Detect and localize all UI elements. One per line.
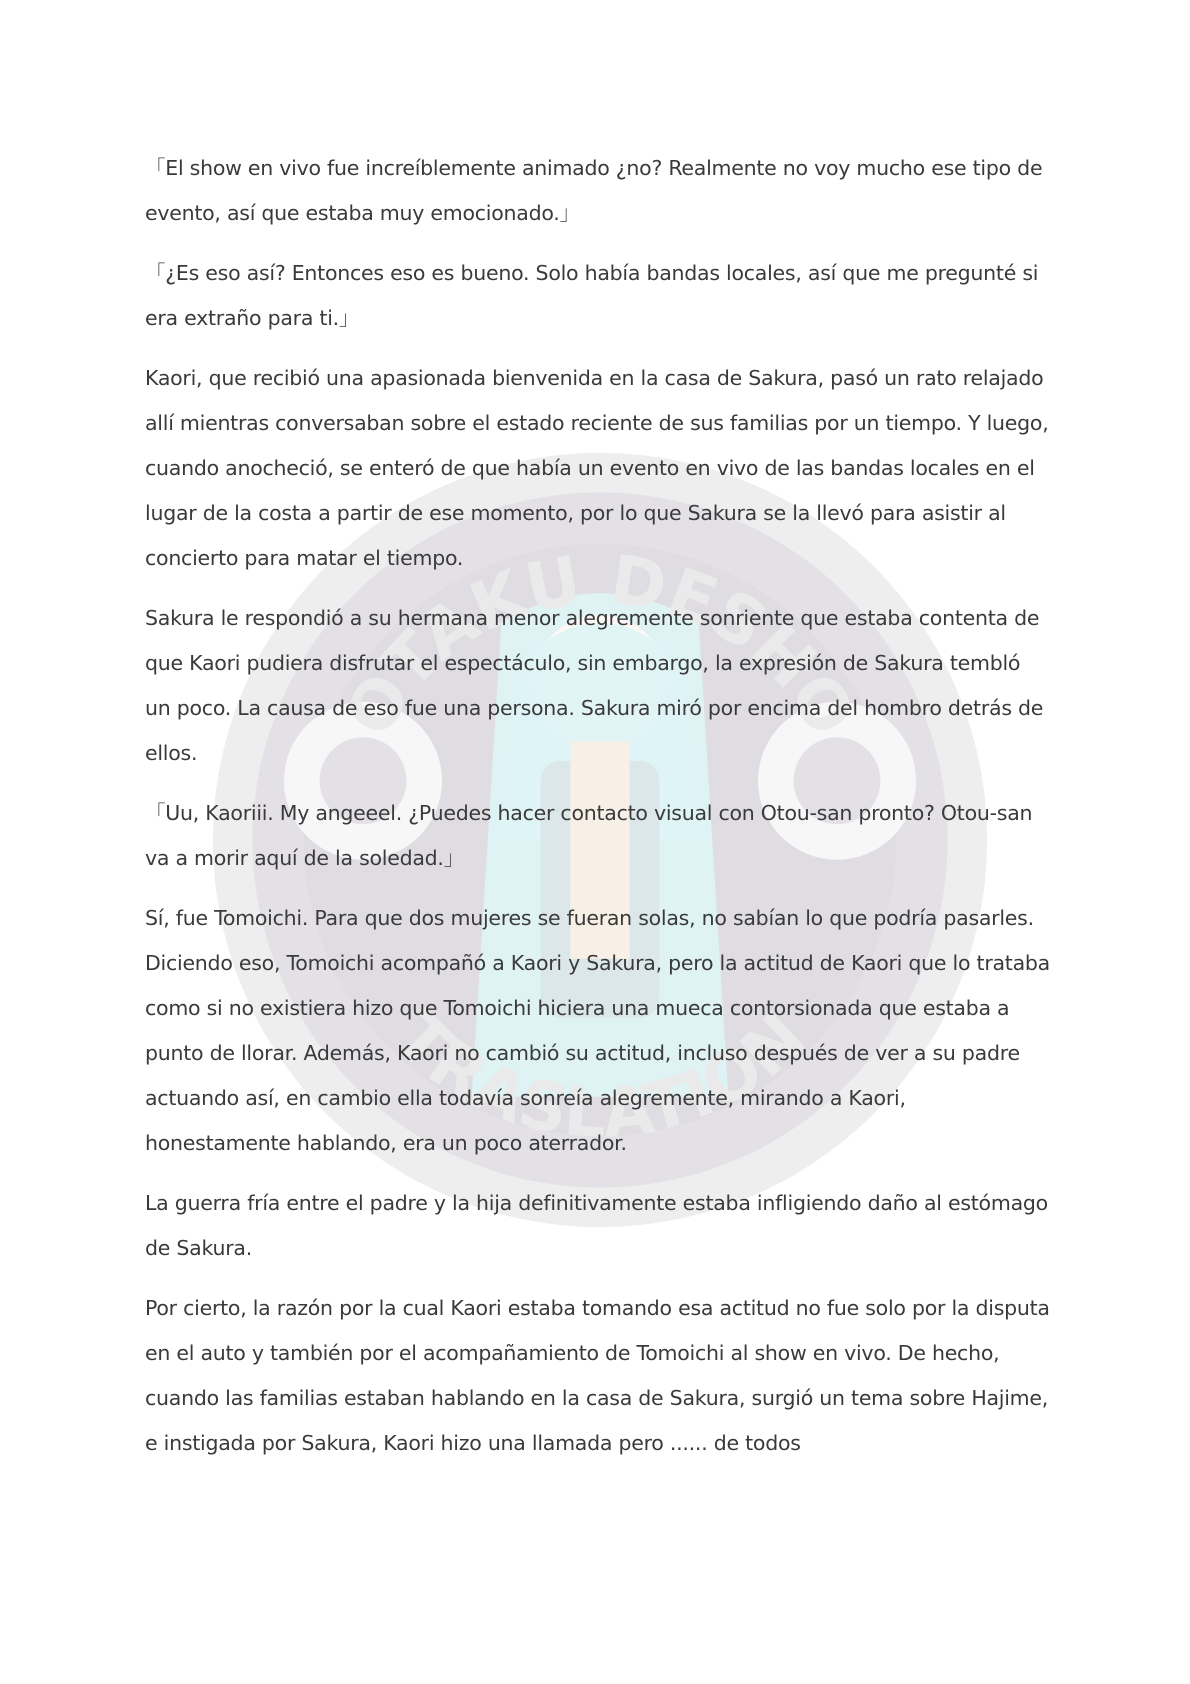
svg-text:OTAKU DESHO: OTAKU DESHO [329, 540, 871, 750]
paragraph-8: Por cierto, la razón por la cual Kaori estaba tomando esa actitud no fue solo por la disputa en el auto y también por el acompañamiento de Tomoichi al show en vivo. De hecho, cuando las familias estaban hablando en la casa de Sakura, surgió un tema sobre Hajime, e instigada por Sakura, Kaori hizo una llamada pero ...... de todos [145, 1296, 1050, 1455]
paragraph-4: Sakura le respondió a su hermana menor alegremente sonriente que estaba contenta de que Kaori pudiera disfrutar el espectáculo, sin embargo, la expresión de Sakura tembló un poco. La causa de eso fue una persona. Sakura miró por encima del hombro detrás de ellos. [145, 606, 1044, 765]
document-body [145, 146, 1050, 1481]
paragraph-6: Sí, fue Tomoichi. Para que dos mujeres se fueran solas, no sabían lo que podría pasarles. Diciendo eso, Tomoichi acompañó a Kaori y Sakura, pero la actitud de Kaori que lo trataba como si no existiera hizo que Tomoichi hiciera una mueca contorsionada que estaba a punto de llorar. Además, Kaori no cambió su actitud, incluso después de ver a su padre actuando así, en cambio ella todavía sonreía alegremente, mirando a Kaori, honestamente hablando, era un poco aterrador. [145, 906, 1050, 1155]
paragraph-5: 「Uu, Kaoriii. My angeeel. ¿Puedes hacer contacto visual con Otou-san pronto? Otou-san va a morir aquí de la soledad.」 [145, 801, 1033, 870]
svg-text:TRASLATION: TRASLATION [379, 997, 821, 1154]
paragraph-1: 「El show en vivo fue increíblemente animado ¿no? Realmente no voy mucho ese tipo de evento, así que estaba muy emocionado.」 [145, 156, 1043, 225]
paragraph-2: 「¿Es eso así? Entonces eso es bueno. Solo había bandas locales, así que me pregunté si era extraño para ti.」 [145, 261, 1039, 330]
paragraph-3: Kaori, que recibió una apasionada bienvenida en la casa de Sakura, pasó un rato relajado allí mientras conversaban sobre el estado reciente de sus familias por un tiempo. Y luego, cuando anocheció, se enteró de que había un evento en vivo de las bandas locales en el lugar de la costa a partir de ese momento, por lo que Sakura se la llevó para asistir al concierto para matar el tiempo. [145, 366, 1049, 570]
paragraph-7: La guerra fría entre el padre y la hija definitivamente estaba infligiendo daño al estómago de Sakura. [145, 1191, 1048, 1260]
